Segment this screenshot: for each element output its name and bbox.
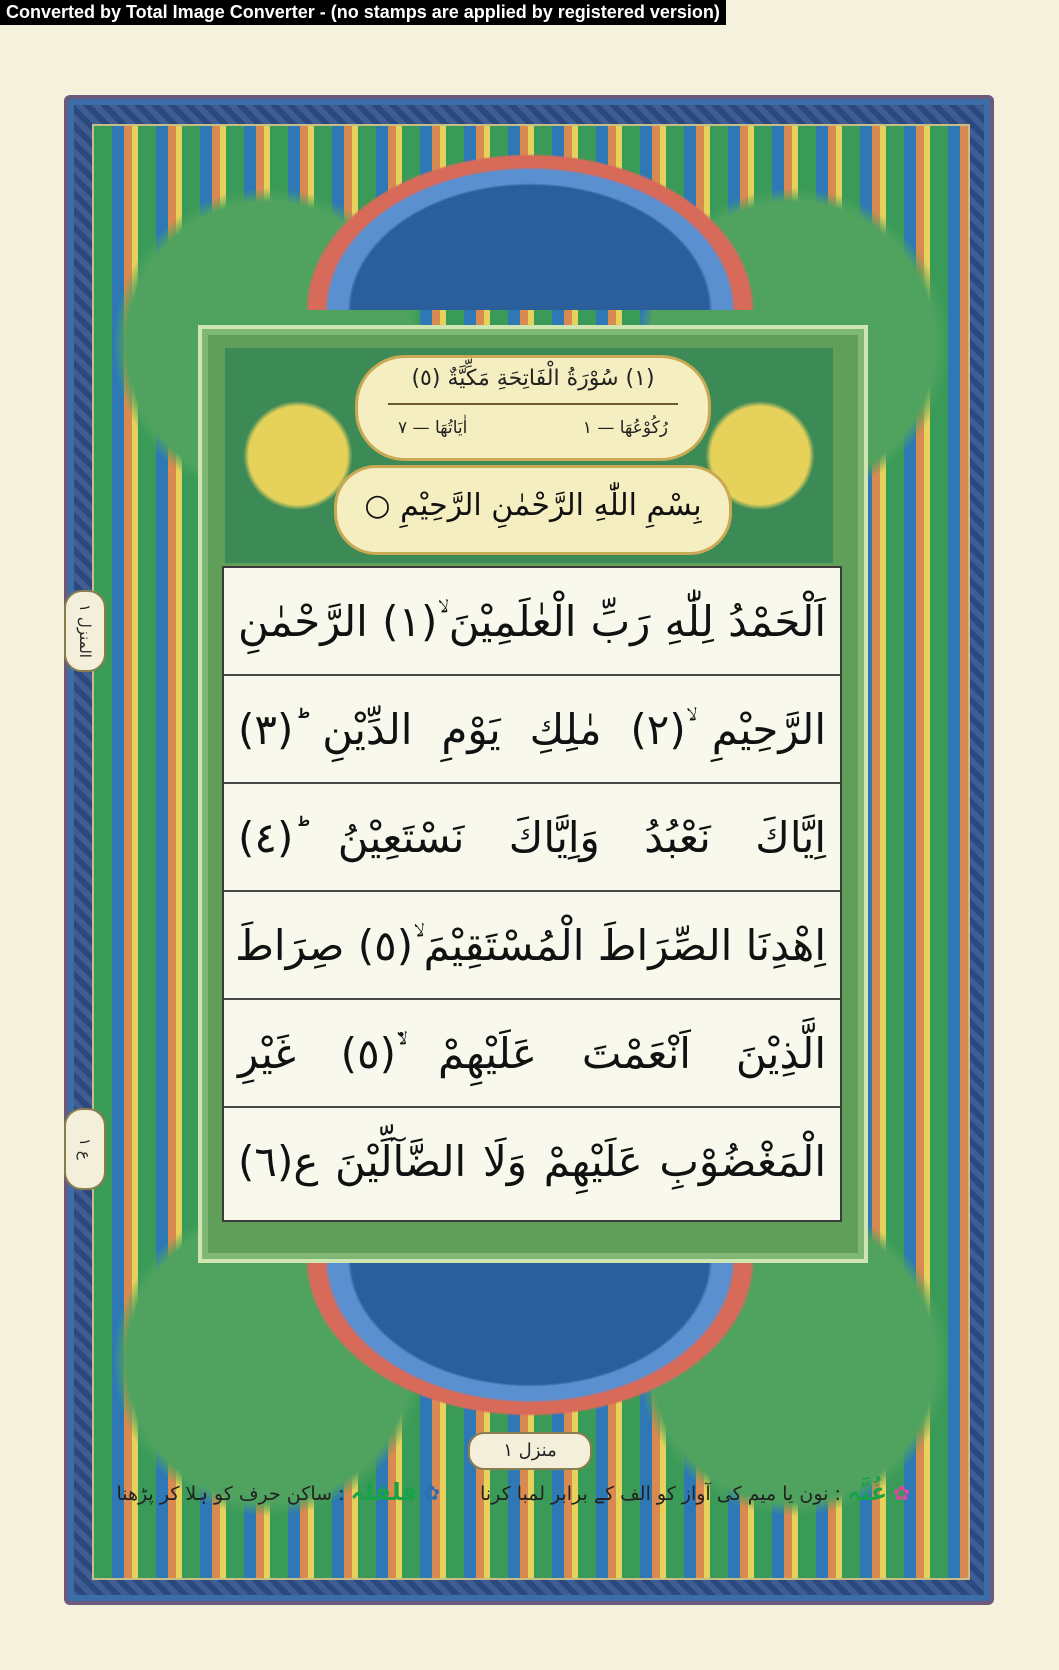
legend-qalqala <box>117 1478 440 1506</box>
cartouche-divider <box>388 403 678 405</box>
tajweed-legend <box>116 1478 910 1518</box>
surah-title: (١) سُوْرَةُ الْفَاتِحَةِ مَكِّيَّةٌ (٥) <box>411 366 655 391</box>
verse-line-2: الرَّحِيْمِ ۙ(٢) مٰلِكِ يَوْمِ الدِّيْنِ ؕ(٣) <box>224 676 840 784</box>
verse-line-5: الَّذِيْنَ اَنْعَمْتَ عَلَيْهِمْ ۙ۬(٥) غَيْرِ <box>224 1000 840 1108</box>
converter-stamp-banner: Converted by Total Image Converter - (no stamps are applied by registered version) <box>0 0 726 25</box>
manzil-side-label: المنزل ١ <box>64 590 106 672</box>
pink-flower-icon: ✿ <box>893 1481 910 1505</box>
legend-ghunna <box>480 1478 910 1506</box>
blue-flower-icon: ✿ <box>423 1481 440 1505</box>
verse-line-4: اِهْدِنَا الصِّرَاطَ الْمُسْتَقِيْمَ ۙ(٥) صِرَاطَ <box>224 892 840 1000</box>
bottom-arch-ornament <box>300 1260 760 1420</box>
ayat-count: اٰيَاتُهَا — ٧ <box>398 418 468 438</box>
qalqala-key: قلقلہ <box>350 1478 418 1506</box>
verse-line-3: اِيَّاكَ نَعْبُدُ وَاِيَّاكَ نَسْتَعِيْنُ ؕ(٤) <box>224 784 840 892</box>
verse-text-panel <box>222 566 842 1222</box>
verse-line-1: اَلْحَمْدُ لِلّٰهِ رَبِّ الْعٰلَمِيْنَ ۙ(١) الرَّحْمٰنِ <box>224 568 840 676</box>
surah-title-cartouche <box>355 355 711 461</box>
ruku-side-marker: ع ١ <box>64 1108 106 1190</box>
top-arch-ornament <box>300 150 760 310</box>
verse-line-6: الْمَغْضُوْبِ عَلَيْهِمْ وَلَا الضَّآلِّيْنَ ع(٦) <box>238 1137 826 1186</box>
ruku-count: رُكُوْعُهَا — ١ <box>582 418 668 438</box>
manzil-bottom-label: منزل ١ <box>468 1432 592 1470</box>
qalqala-description: : ساکن حرف کو ہلا کر پڑھنا <box>116 1483 345 1505</box>
ghunna-key: غُنَّہ <box>846 1478 888 1506</box>
bismillah-text: بِسْمِ اللّٰهِ الرَّحْمٰنِ الرَّحِيْمِ ○ <box>364 488 702 523</box>
ghunna-description: : نون یا میم کی آواز کو الف کے برابر لمبا کرنا <box>480 1483 841 1505</box>
bismillah-cartouche <box>334 465 732 555</box>
